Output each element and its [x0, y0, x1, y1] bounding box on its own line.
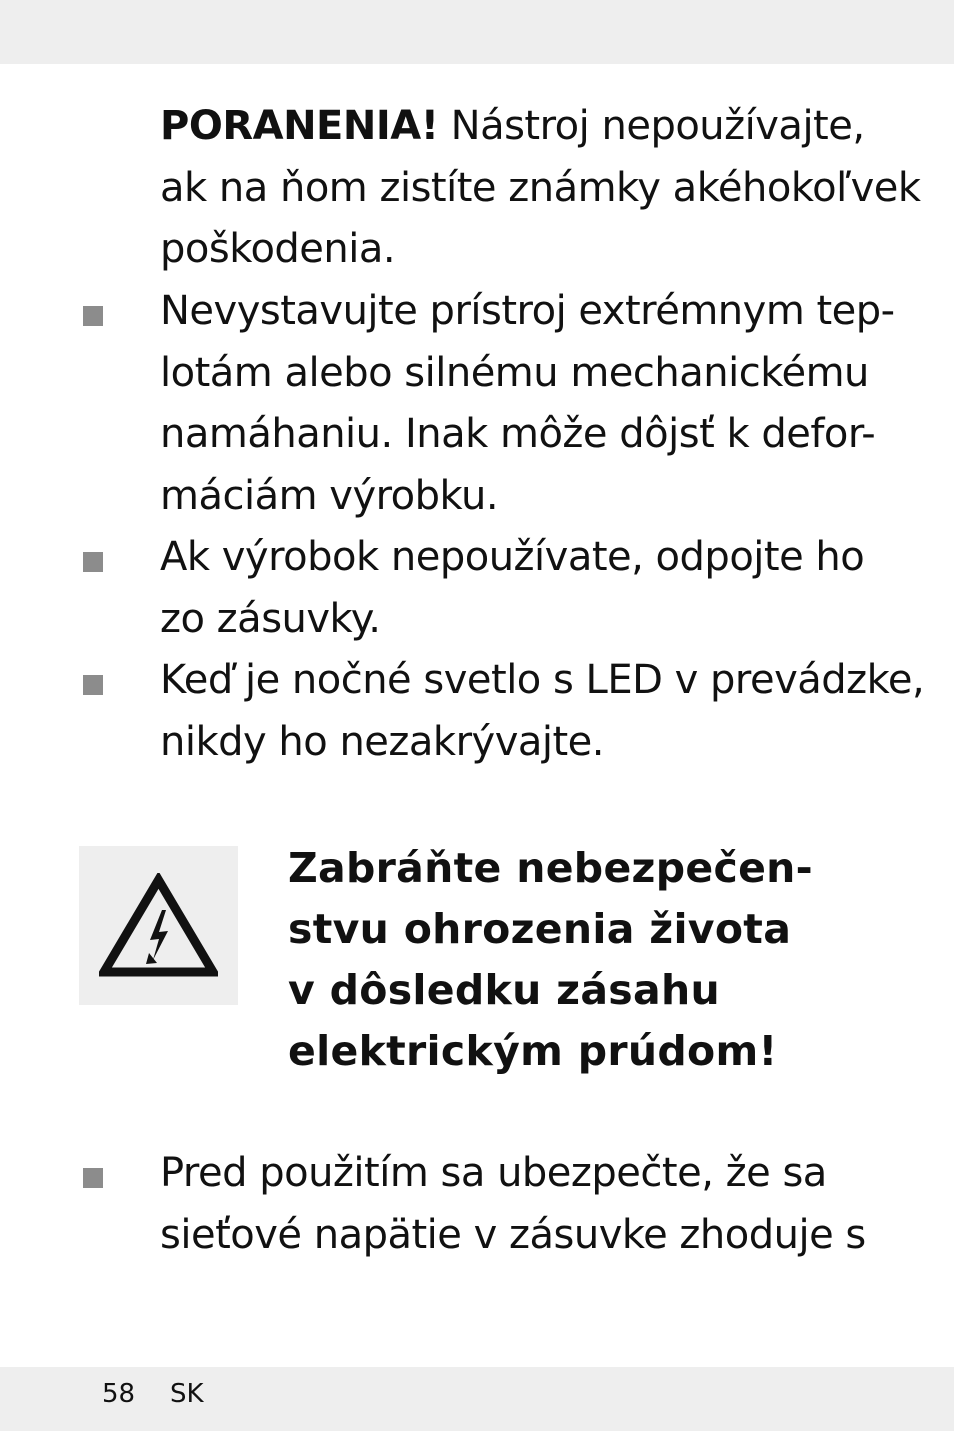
bullet-marker [83, 675, 103, 695]
list-item-line: namáhaniu. Inak môže dôjsť k defor- [160, 411, 876, 457]
intro-line: ak na ňom zistíte známky akéhokoľvek [160, 164, 921, 211]
list-item-voltage [160, 1143, 900, 1266]
electric-shock-warning-icon [79, 846, 238, 1005]
intro-line [160, 96, 900, 158]
intro-text: Nástroj nepoužívajte, [438, 103, 865, 149]
list-item-line: sieťové napätie v zásuvke zhoduje s [160, 1211, 866, 1258]
heading-line: stvu ohrozenia života [288, 905, 792, 953]
list-item-line: lotám alebo silnému mechanickému [160, 349, 869, 396]
list-item-line: Pred použitím sa ubezpečte, že sa [160, 1150, 827, 1196]
bullet-marker [83, 306, 103, 326]
list-item-line: zo zásuvky. [160, 595, 381, 642]
intro-paragraph [160, 96, 921, 281]
intro-line: poškodenia. [160, 226, 396, 272]
list-item-line: Ak výrobok nepoužívate, odpojte ho [160, 534, 865, 580]
heading-line: Zabráňte nebezpečen- [288, 844, 813, 892]
electric-shock-heading [288, 838, 888, 1082]
list-item-unplug [160, 527, 900, 650]
bullet-marker [83, 1168, 103, 1188]
list-item-temperature [160, 281, 900, 527]
footer-band [0, 1367, 954, 1431]
language-code: SK [170, 1379, 204, 1409]
injury-warning-label: PORANENIA! [160, 103, 439, 149]
bullet-marker [83, 552, 103, 572]
list-item-line: Keď je nočné svetlo s LED v prevádzke, [160, 657, 925, 703]
header-band [0, 0, 954, 64]
page-number: 58 [102, 1379, 136, 1409]
heading-line: v dôsledku zásahu [288, 966, 720, 1014]
list-item-line: Nevystavujte prístroj extrémnym tep- [160, 288, 895, 334]
list-item-line: máciám výrobku. [160, 472, 499, 519]
heading-line: elektrickým prúdom! [288, 1027, 778, 1075]
list-item-do-not-cover [160, 650, 925, 773]
list-item-line: nikdy ho nezakrývajte. [160, 718, 604, 765]
